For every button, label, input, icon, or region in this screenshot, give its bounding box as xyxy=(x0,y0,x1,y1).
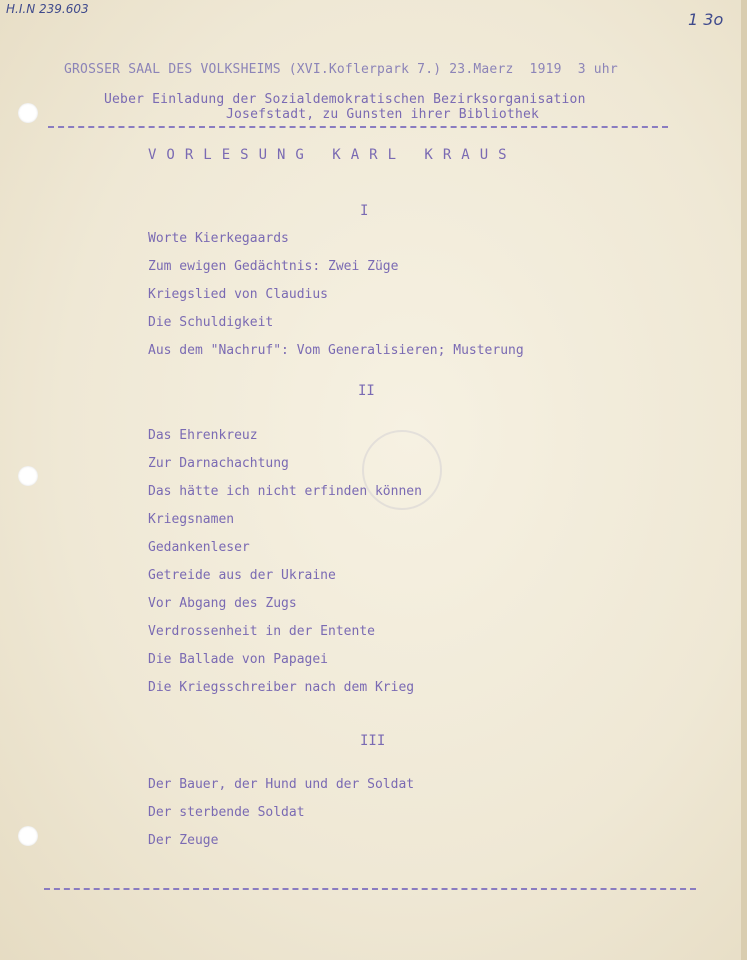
dashed-rule-bottom xyxy=(44,888,696,890)
program-item: Aus dem "Nachruf": Vom Generalisieren; Musterung xyxy=(148,343,524,358)
program-item: Gedankenleser xyxy=(148,540,250,555)
program-item: Das Ehrenkreuz xyxy=(148,428,258,443)
venue-header: GROSSER SAAL DES VOLKSHEIMS (XVI.Koflerpark 7.) 23.Maerz 1919 3 uhr xyxy=(64,62,618,77)
section-numeral-3: III xyxy=(360,733,386,749)
page-title: VORLESUNG KARL KRAUS xyxy=(148,147,517,163)
section-numeral-1: I xyxy=(360,203,369,219)
invitation-line: Ueber Einladung der Sozialdemokratischen Bezirksorganisation xyxy=(104,92,586,107)
program-item: Verdrossenheit in der Entente xyxy=(148,624,375,639)
beneficiary-line: Josefstadt, zu Gunsten ihrer Bibliothek xyxy=(226,107,540,122)
program-item: Kriegsnamen xyxy=(148,512,235,527)
section-numeral-2: II xyxy=(358,383,375,399)
archive-mark: H.I.N 239.603 xyxy=(6,2,89,16)
folio-number: 1 3o xyxy=(688,10,724,29)
program-item: Der sterbende Soldat xyxy=(148,805,305,820)
program-item: Die Ballade von Papagei xyxy=(148,652,329,667)
program-item: Die Schuldigkeit xyxy=(148,315,274,330)
paper-edge xyxy=(741,0,747,960)
program-item: Worte Kierkegaards xyxy=(148,231,289,246)
program-item: Vor Abgang des Zugs xyxy=(148,596,297,611)
program-item: Das hätte ich nicht erfinden können xyxy=(148,484,422,499)
punch-hole xyxy=(18,466,38,486)
program-item: Der Bauer, der Hund und der Soldat xyxy=(148,777,415,792)
punch-hole xyxy=(18,103,38,123)
program-item: Kriegslied von Claudius xyxy=(148,287,329,302)
dashed-rule-top xyxy=(48,126,668,128)
punch-hole xyxy=(18,826,38,846)
program-item: Der Zeuge xyxy=(148,833,219,848)
program-item: Zur Darnachachtung xyxy=(148,456,289,471)
program-item: Die Kriegsschreiber nach dem Krieg xyxy=(148,680,415,695)
program-item: Zum ewigen Gedächtnis: Zwei Züge xyxy=(148,259,399,274)
program-item: Getreide aus der Ukraine xyxy=(148,568,336,583)
